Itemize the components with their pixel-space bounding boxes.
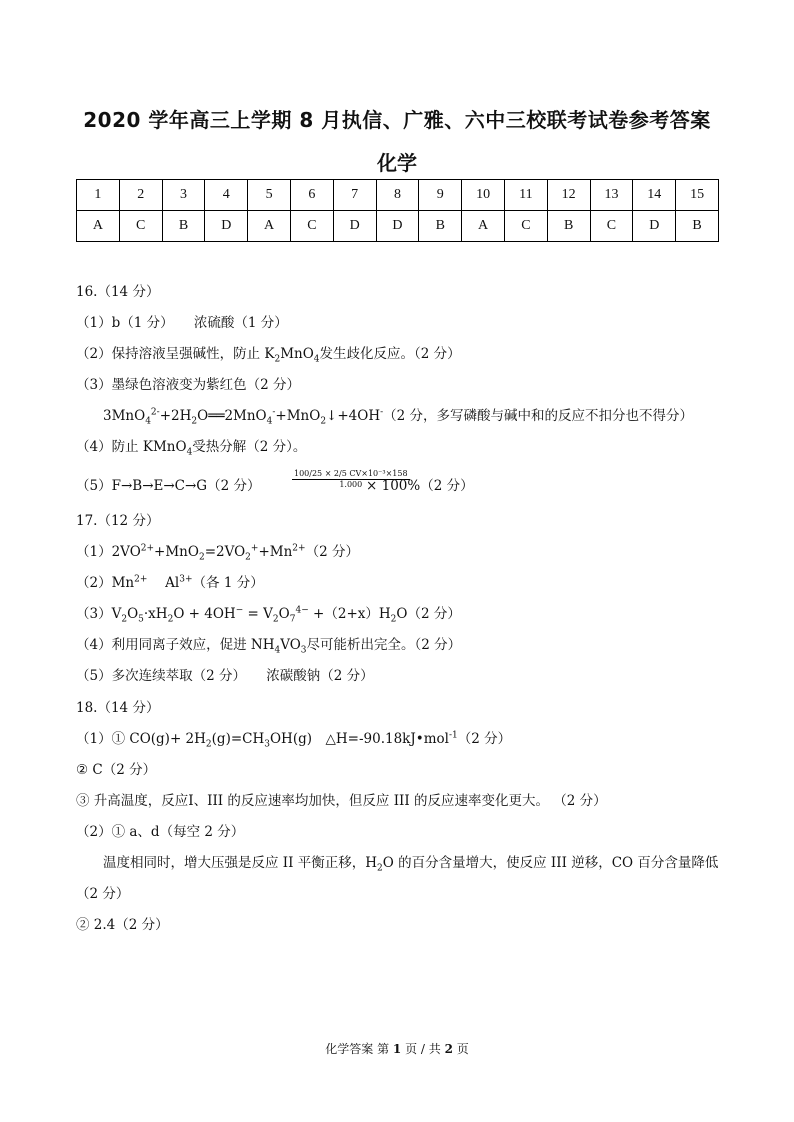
superscript: 4− — [295, 605, 309, 616]
q18-part1-2: ② C（2 分） — [76, 762, 157, 778]
subscript: 4 — [145, 416, 151, 427]
footer-text: 页 / 共 — [401, 1042, 445, 1056]
q17-part5: （5）多次连续萃取（2 分） 浓碳酸钠（2 分） — [76, 668, 374, 684]
q16-heading: 16.（14 分） — [76, 284, 160, 300]
superscript: + — [250, 543, 259, 554]
superscript: -1 — [448, 730, 458, 741]
q16-part2 — [76, 345, 461, 363]
question-number-cell: 2 — [119, 180, 162, 211]
subscript: 2 — [272, 614, 279, 625]
subscript: 7 — [289, 614, 296, 625]
q18-part1 — [76, 730, 511, 748]
subscript: 3 — [300, 645, 307, 656]
q16-part4-text-a: （4）防止 KMnO — [76, 439, 187, 455]
question-number-cell: 12 — [547, 180, 590, 211]
answer-cell: C — [119, 211, 162, 242]
answer-cell: B — [162, 211, 205, 242]
subscript: 2 — [390, 614, 397, 625]
superscript: - — [272, 407, 276, 418]
subject-title: 化学 — [377, 151, 417, 175]
eq-text: = V — [243, 606, 273, 622]
answer-table-number-row — [77, 180, 719, 211]
q16-formula-tail: × 100%（2 分） — [366, 478, 474, 494]
answer-cell: A — [462, 211, 505, 242]
answer-cell: A — [77, 211, 120, 242]
eq-text: =2VO — [204, 544, 246, 560]
q18-part2-explanation — [103, 854, 718, 872]
answer-cell: C — [504, 211, 547, 242]
q16-part4-text-b: 受热分解（2 分）。 — [192, 439, 307, 455]
q16-part3: （3）墨绿色溶液变为紫红色（2 分） — [76, 377, 300, 393]
answer-cell: C — [290, 211, 333, 242]
q17-part1 — [76, 543, 359, 561]
q17-part3 — [76, 605, 461, 623]
question-number-cell: 4 — [205, 180, 248, 211]
question-number-cell: 8 — [376, 180, 419, 211]
eq-text: +MnO — [275, 408, 321, 424]
superscript: 2+ — [134, 574, 148, 585]
eq-text: （1）2VO — [76, 544, 141, 560]
q16-equation — [103, 407, 693, 425]
footer-text: 化学答案 第 — [325, 1042, 393, 1056]
eq-text: +2H — [159, 408, 192, 424]
subscript: 4 — [274, 645, 281, 656]
question-number-cell: 13 — [590, 180, 633, 211]
question-number-cell: 15 — [676, 180, 719, 211]
superscript: - — [380, 407, 384, 418]
eq-text: Al — [147, 575, 180, 591]
answer-cell: D — [376, 211, 419, 242]
eq-text: O — [127, 606, 139, 622]
subscript: 2 — [121, 614, 128, 625]
eq-text: （2 分） — [305, 544, 359, 560]
footer-page-number: 1 — [392, 1042, 402, 1056]
q16-part4 — [76, 438, 306, 456]
answer-cell: D — [633, 211, 676, 242]
eq-text: O══2MnO — [197, 408, 267, 424]
superscript: 3+ — [179, 574, 193, 585]
eq-text: +（2+x）H — [308, 606, 391, 622]
answer-table — [76, 179, 719, 242]
q18-part1-3: ③ 升高温度，反应Ⅰ、III 的反应速率均加快，但反应 III 的反应速率变化更大。 （2 分） — [76, 793, 607, 809]
subscript: 3 — [264, 739, 270, 750]
eq-text: 温度相同时，增大压强是反应 II 平衡正移，H — [103, 855, 378, 871]
eq-text: 尽可能析出完全。（2 分） — [306, 637, 462, 653]
question-number-cell: 9 — [419, 180, 462, 211]
question-number-cell: 11 — [504, 180, 547, 211]
subscript: 2 — [320, 416, 327, 427]
subscript: 2 — [205, 739, 212, 750]
question-number-cell: 10 — [462, 180, 505, 211]
q18-part2-2: ② 2.4（2 分） — [76, 917, 169, 933]
answer-cell: D — [333, 211, 376, 242]
q16-part2-text-a: （2）保持溶液呈强碱性，防止 K — [76, 346, 275, 362]
subscript: 2 — [377, 863, 383, 874]
eq-text: ↓+4OH — [326, 408, 381, 424]
subscript: 4 — [266, 416, 273, 427]
q18-heading: 18.（14 分） — [76, 700, 160, 716]
question-number-cell: 14 — [633, 180, 676, 211]
eq-text: 3MnO — [103, 408, 146, 424]
eq-text: +MnO — [154, 544, 199, 560]
question-number-cell: 3 — [162, 180, 205, 211]
question-number-cell: 1 — [77, 180, 120, 211]
eq-text: （1）① CO(g)+ 2H — [76, 731, 206, 747]
fraction-denominator: 1.000 — [339, 480, 363, 489]
subscript: 2 — [245, 552, 251, 563]
footer-total-pages: 2 — [444, 1042, 453, 1056]
eq-text: （2）Mn — [76, 575, 135, 591]
superscript: 2+ — [140, 543, 155, 554]
subscript: 2 — [167, 614, 174, 625]
q18-part2-score: （2 分） — [76, 886, 130, 902]
eq-text: VO — [280, 637, 301, 653]
answer-cell: A — [248, 211, 291, 242]
eq-text: O — [278, 606, 290, 622]
q16-part5: （5）F→B→E→C→G（2 分） — [76, 478, 261, 494]
subscript: 2 — [198, 552, 205, 563]
superscript: − — [235, 605, 244, 616]
q17-heading: 17.（12 分） — [76, 513, 160, 529]
q18-part2: （2）① a、d（每空 2 分） — [76, 824, 245, 840]
question-number-cell: 5 — [248, 180, 291, 211]
answer-cell: B — [547, 211, 590, 242]
q17-part4 — [76, 636, 461, 654]
answer-cell: B — [419, 211, 462, 242]
eq-text: O + 4OH — [173, 606, 236, 622]
question-number-cell: 7 — [333, 180, 376, 211]
superscript: 2- — [150, 407, 160, 418]
eq-text: （3）V — [76, 606, 122, 622]
q16-part1: （1）b（1 分） 浓硫酸（1 分） — [76, 315, 288, 331]
fraction-numerator: 100/25 × 2/5 CV×10⁻³×158 — [294, 469, 408, 478]
q16-part2-text-b: MnO — [280, 346, 314, 362]
subscript: 2 — [191, 416, 198, 427]
question-number-cell: 6 — [290, 180, 333, 211]
answer-cell: C — [590, 211, 633, 242]
subscript: 4 — [313, 354, 320, 365]
eq-text: （各 1 分） — [192, 575, 264, 591]
eq-text: （2 分） — [457, 731, 512, 747]
eq-text: (g)=CH — [211, 731, 265, 747]
subscript: 5 — [138, 614, 144, 625]
answer-cell: D — [205, 211, 248, 242]
subscript: 4 — [186, 447, 193, 458]
eq-text: +Mn — [258, 544, 293, 560]
eq-text: （4）利用同离子效应，促进 NH — [76, 637, 275, 653]
page-footer — [0, 1040, 794, 1057]
answer-table-answer-row — [77, 211, 719, 242]
superscript: 2+ — [292, 543, 306, 554]
eq-text: O 的百分含量增大，使反应 III 逆移，CO 百分含量降低 — [382, 855, 719, 871]
q17-part2 — [76, 574, 264, 592]
answer-cell: B — [676, 211, 719, 242]
eq-text: （2 分，多写磷酸与碱中和的反应不扣分也不得分） — [383, 408, 694, 424]
q16-part2-text-c: 发生歧化反应。（2 分） — [319, 346, 461, 362]
eq-text: OH(g) △H=-90.18kJ•mol — [269, 731, 449, 747]
eq-text: ·xH — [143, 606, 168, 622]
footer-text: 页 — [452, 1042, 469, 1056]
subscript: 2 — [274, 354, 281, 365]
eq-text: O（2 分） — [396, 606, 461, 622]
document-title: 2020 学年高三上学期 8 月执信、广雅、六中三校联考试卷参考答案 — [83, 108, 711, 132]
